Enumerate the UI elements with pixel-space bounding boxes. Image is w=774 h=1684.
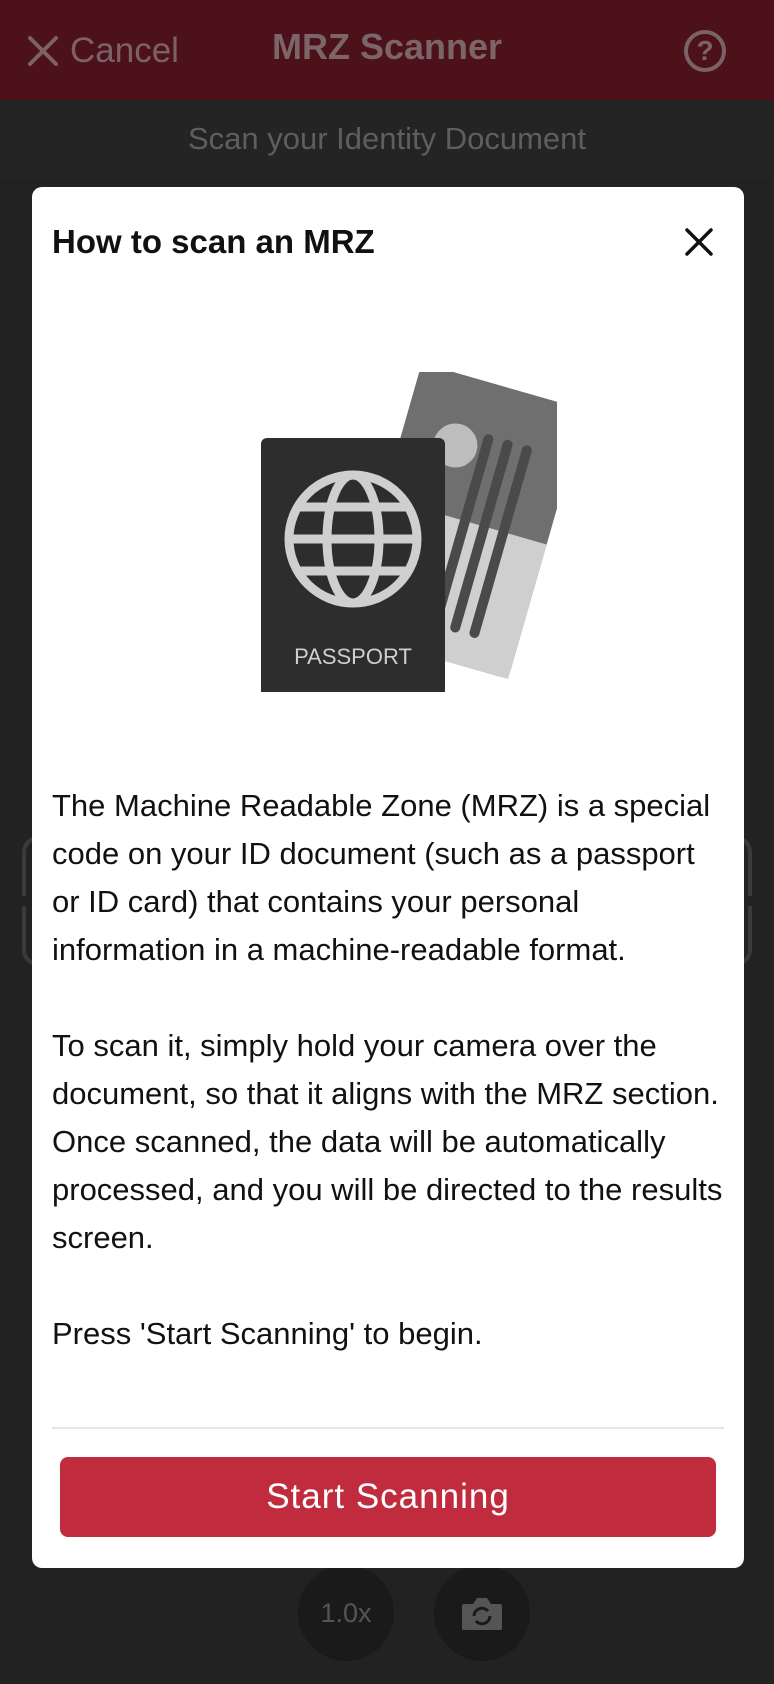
zoom-button[interactable]: 1.0x	[298, 1565, 394, 1661]
top-bar	[0, 0, 774, 100]
dialog-paragraph: To scan it, simply hold your camera over the document, so that it aligns with the MRZ section. Once scanned, the data will be automatically processed, and you will be directed to the results screen.	[52, 1028, 723, 1255]
app-title: MRZ Scanner	[271, 26, 503, 67]
scan-instruction-subtitle: Scan your Identity Document	[0, 100, 774, 178]
dialog-body	[52, 782, 724, 1358]
help-icon[interactable]: ?	[684, 30, 726, 72]
close-icon[interactable]	[684, 227, 714, 257]
dialog-title: How to scan an MRZ	[52, 223, 375, 260]
cancel-label: Cancel	[70, 31, 179, 70]
dialog-paragraph: Press 'Start Scanning' to begin.	[52, 1316, 483, 1351]
passport-id-illustration	[227, 372, 557, 692]
dialog-paragraph: The Machine Readable Zone (MRZ) is a special code on your ID document (such as a passport or ID card) that contains your personal information in a machine-readable format.	[52, 788, 711, 967]
passport-icon	[261, 438, 445, 692]
how-to-scan-dialog	[32, 187, 744, 1568]
camera-flip-icon	[460, 1594, 504, 1632]
divider	[52, 1427, 724, 1429]
start-scanning-button[interactable]: Start Scanning	[60, 1457, 716, 1537]
passport-label: PASSPORT	[294, 644, 412, 669]
camera-flip-button[interactable]	[434, 1565, 530, 1661]
